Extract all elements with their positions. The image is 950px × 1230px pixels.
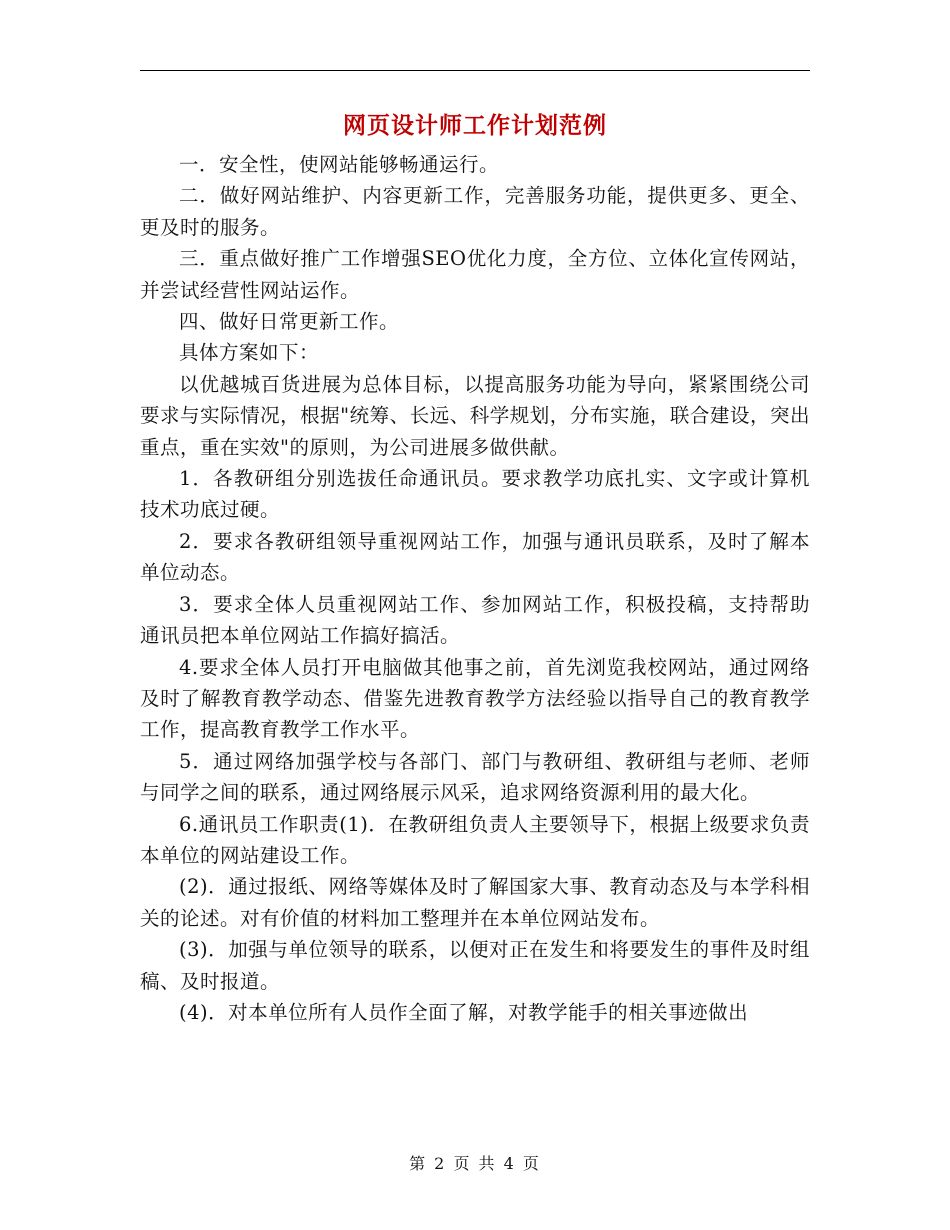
paragraph-3: 三．重点做好推广工作增强SEO优化力度，全方位、立体化宣传网站，并尝试经营性网站运作。: [140, 247, 810, 302]
paragraph-10: 4.要求全体人员打开电脑做其他事之前，首先浏览我校网站，通过网络及时了解教育教学动态、借鉴先进教育教学方法经验以指导自己的教育教学工作，提高教育教学工作水平。: [140, 655, 810, 742]
paragraph-15: (4)．对本单位所有人员作全面了解，对教学能手的相关事迹做出: [179, 1000, 749, 1024]
paragraph-9: 3．要求全体人员重视网站工作、参加网站工作，积极投稿，支持帮助通讯员把本单位网站工作搞好搞活。: [140, 592, 810, 648]
paragraph-2: 二．做好网站维护、内容更新工作，完善服务功能，提供更多、更全、更及时的服务。: [140, 184, 810, 239]
document-title: 网页设计师工作计划范例: [343, 112, 607, 139]
paragraph-5: 具体方案如下：: [179, 341, 320, 365]
paragraph-13: (2)．通过报纸、网络等媒体及时了解国家大事、教育动态及与本学科相关的论述。对有价值的材料加工整理并在本单位网站发布。: [140, 875, 810, 930]
paragraph-12: 6.通讯员工作职责(1)．在教研组负责人主要领导下，根据上级要求负责本单位的网站建设工作。: [140, 812, 810, 867]
header-rule: [140, 70, 810, 71]
paragraph-4: 四、做好日常更新工作。: [179, 310, 400, 334]
paragraph-7: 1．各教研组分别选拔任命通讯员。要求教学功底扎实、文字或计算机技术功底过硬。: [140, 467, 810, 522]
paragraph-11: 5．通过网络加强学校与各部门、部门与教研组、教研组与老师、老师与同学之间的联系，通过网络展示风采，追求网络资源利用的最大化。: [140, 749, 810, 805]
document-body: [140, 149, 810, 1028]
page-number-footer: 第 2 页 共 4 页: [409, 1154, 541, 1173]
paragraph-8: 2．要求各教研组领导重视网站工作，加强与通讯员联系，及时了解本单位动态。: [140, 529, 810, 585]
paragraph-6: 以优越城百货进展为总体目标，以提高服务功能为导向，紧紧围绕公司要求与实际情况，根据"统筹、长远、科学规划，分布实施，联合建设，突出重点，重在实效"的原则，为公司进展多做供献。: [140, 372, 810, 459]
paragraph-1: 一．安全性，使网站能够畅通运行。: [179, 153, 500, 176]
paragraph-14: (3)．加强与单位领导的联系，以便对正在发生和将要发生的事件及时组稿、及时报道。: [140, 938, 810, 993]
